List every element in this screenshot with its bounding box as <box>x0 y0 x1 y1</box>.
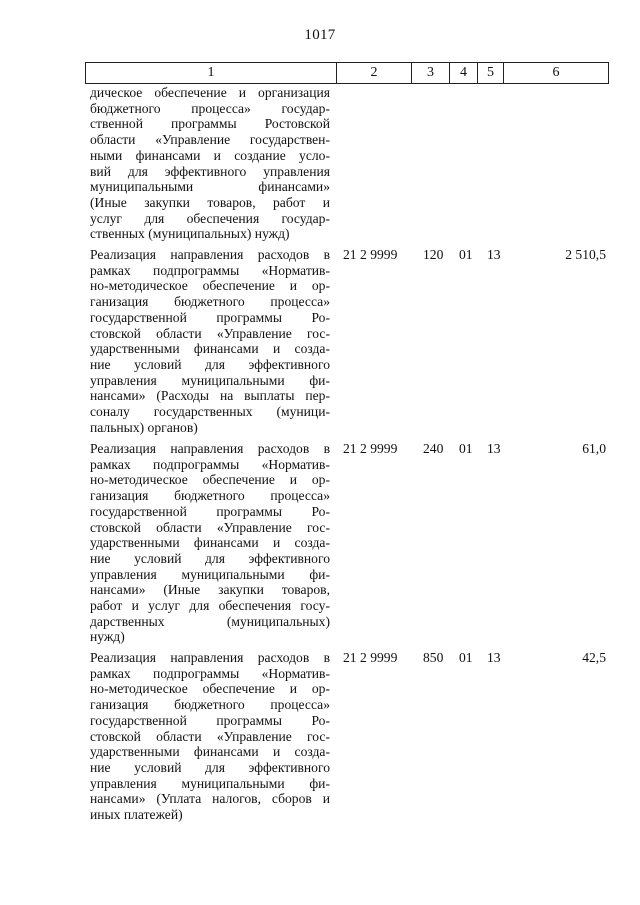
desc-line: нансами» (Расходы на выплаты пер- <box>90 388 330 404</box>
desc-line: дарственных (муниципальных) <box>90 613 330 629</box>
subsection-code: 13 <box>487 247 501 262</box>
section-code: 01 <box>459 650 473 665</box>
desc-line: государственной программы Ро- <box>90 503 330 519</box>
desc-line: дическое обеспечение и организация <box>90 85 330 100</box>
expense-type-code: 850 <box>423 650 444 665</box>
desc-line: рамках подпрограммы «Норматив- <box>90 262 330 278</box>
desc-line: (Иные закупки товаров, работ и <box>90 194 330 210</box>
desc-line: ние условий для эффективного <box>90 759 330 775</box>
desc-line: управления муниципальными фи- <box>90 566 330 582</box>
header-col-4: 4 <box>450 63 478 83</box>
desc-line: Реализация направления расходов в <box>90 247 330 262</box>
header-col-3: 3 <box>412 63 450 83</box>
desc-line: рамках подпрограммы «Норматив- <box>90 456 330 472</box>
header-col-1: 1 <box>86 63 337 83</box>
desc-line: ственных (муниципальных) нужд) <box>90 226 290 242</box>
desc-line: ственной программы Ростовской <box>90 116 330 132</box>
desc-line: соналу государственных (муници- <box>90 404 330 420</box>
desc-line: нансами» (Иные закупки товаров, <box>90 582 330 598</box>
header-col-2: 2 <box>337 63 412 83</box>
desc-line: Реализация направления расходов в <box>90 441 330 456</box>
amount-value: 2 510,5 <box>565 247 606 262</box>
page-number: 1017 <box>304 27 336 43</box>
desc-line: стовской области «Управление гос- <box>90 325 330 341</box>
subsection-code: 13 <box>487 441 501 456</box>
expense-type-code: 120 <box>423 247 444 262</box>
header-col-5: 5 <box>478 63 504 83</box>
desc-line: области «Управление государствен- <box>90 132 330 148</box>
desc-line: Реализация направления расходов в <box>90 650 330 665</box>
expense-type-code: 240 <box>423 441 444 456</box>
desc-line: вий для эффективного управления <box>90 163 330 179</box>
desc-line: но-методическое обеспечение и ор- <box>90 278 330 294</box>
target-article-code: 21 2 9999 <box>343 441 398 456</box>
target-article-code: 21 2 9999 <box>343 247 398 262</box>
header-col-6: 6 <box>552 65 560 80</box>
desc-line: услуг для обеспечения государ- <box>90 210 330 226</box>
desc-line: государственной программы Ро- <box>90 309 330 325</box>
desc-line: стовской области «Управление гос- <box>90 728 330 744</box>
desc-line: нужд) <box>90 629 125 645</box>
desc-line: пальных) органов) <box>90 419 198 435</box>
desc-line: управления муниципальными фи- <box>90 775 330 791</box>
desc-line: иных платежей) <box>90 807 183 823</box>
desc-line: ганизация бюджетного процесса» <box>90 488 330 504</box>
subsection-code: 13 <box>487 650 501 665</box>
desc-line: нансами» (Уплата налогов, сборов и <box>90 791 330 807</box>
row-description <box>90 247 330 435</box>
desc-line: ние условий для эффективного <box>90 550 330 566</box>
desc-line: но-методическое обеспечение и ор- <box>90 472 330 488</box>
desc-line: муниципальными финансами» <box>90 179 330 195</box>
continuation-description <box>90 85 330 242</box>
desc-line: бюджетного процесса» государ- <box>90 100 330 116</box>
desc-line: рамках подпрограммы «Норматив- <box>90 665 330 681</box>
amount-value: 42,5 <box>582 650 606 665</box>
target-article-code: 21 2 9999 <box>343 650 398 665</box>
row-description <box>90 441 330 645</box>
desc-line: ударственными финансами и созда- <box>90 535 330 551</box>
section-code: 01 <box>459 441 473 456</box>
desc-line: управления муниципальными фи- <box>90 372 330 388</box>
desc-line: ударственными финансами и созда- <box>90 744 330 760</box>
desc-line: но-методическое обеспечение и ор- <box>90 681 330 697</box>
desc-line: ганизация бюджетного процесса» <box>90 697 330 713</box>
amount-value: 61,0 <box>582 441 606 456</box>
desc-line: работ и услуг для обеспечения госу- <box>90 598 330 614</box>
desc-line: государственной программы Ро- <box>90 712 330 728</box>
desc-line: ние условий для эффективного <box>90 356 330 372</box>
desc-line: ударственными финансами и созда- <box>90 341 330 357</box>
table-header <box>85 62 609 84</box>
desc-line: ными финансами и создание усло- <box>90 147 330 163</box>
desc-line: стовской области «Управление гос- <box>90 519 330 535</box>
desc-line: ганизация бюджетного процесса» <box>90 294 330 310</box>
section-code: 01 <box>459 247 473 262</box>
row-description <box>90 650 330 823</box>
